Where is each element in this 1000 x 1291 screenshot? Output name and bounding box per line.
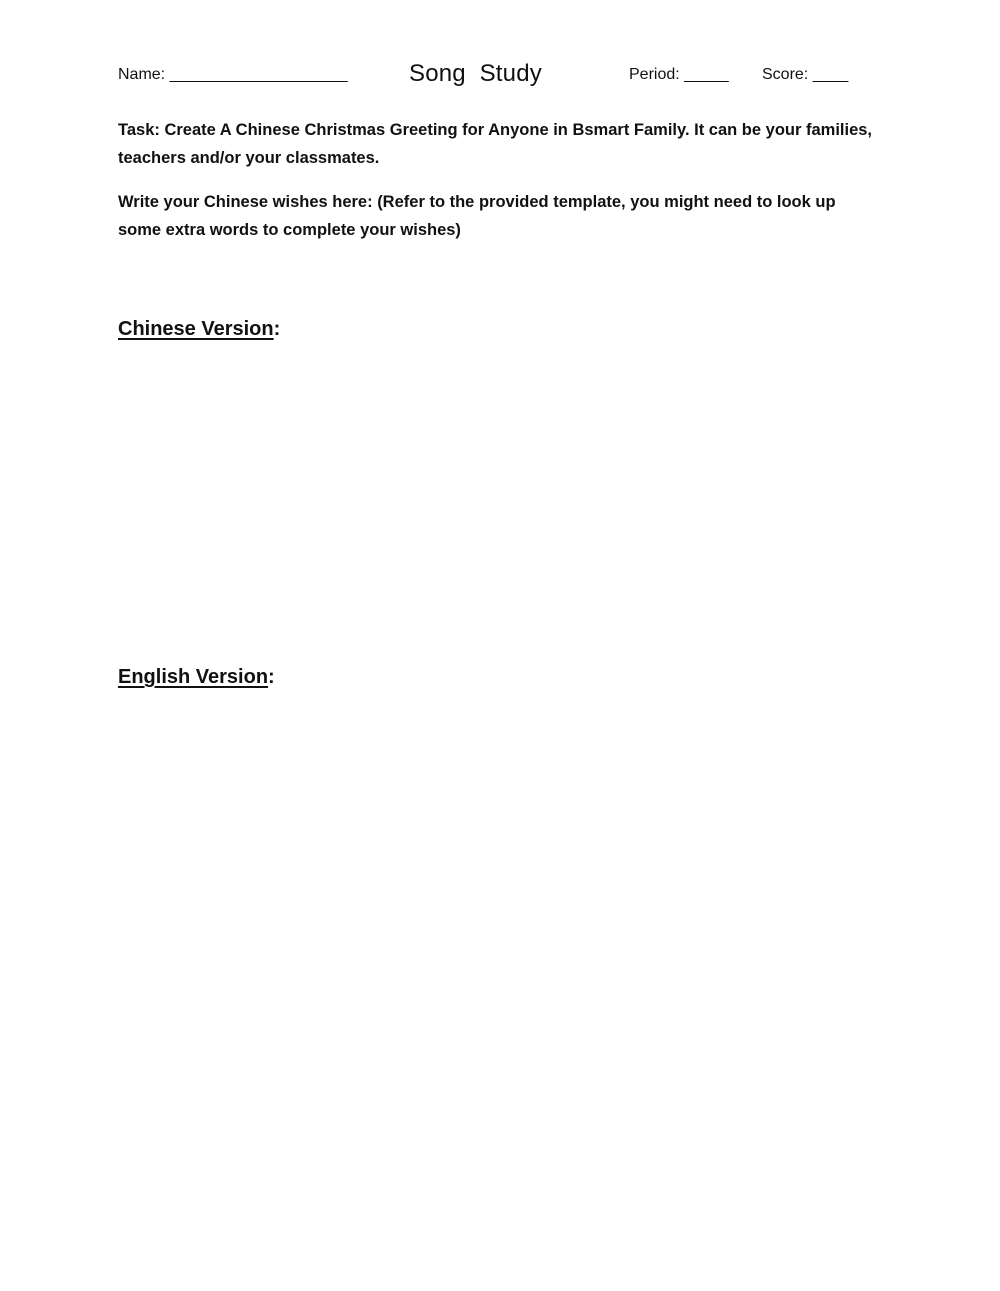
page-title: Song Study xyxy=(409,60,542,87)
english-version-colon: : xyxy=(268,666,275,688)
chinese-version-colon: : xyxy=(273,318,281,340)
period-field: Period: _____ xyxy=(629,66,729,83)
english-version-label: English Version xyxy=(118,666,269,688)
chinese-version-heading xyxy=(118,318,280,341)
score-field: Score: ____ xyxy=(762,66,849,83)
name-field: Name: ____________________ xyxy=(118,66,348,83)
header xyxy=(118,60,878,94)
english-answer-area[interactable] xyxy=(118,700,878,1220)
instructions-text: Write your Chinese wishes here: (Refer to the provided template, you might need to look up some extra words to complete your wishes) xyxy=(118,193,836,239)
chinese-answer-area[interactable] xyxy=(118,352,878,652)
chinese-version-label: Chinese Version xyxy=(118,318,274,340)
english-version-heading xyxy=(118,666,275,689)
task-description: Task: Create A Chinese Christmas Greeting for Anyone in Bsmart Family. It can be your families, teachers and/or your classmates. xyxy=(118,121,873,167)
